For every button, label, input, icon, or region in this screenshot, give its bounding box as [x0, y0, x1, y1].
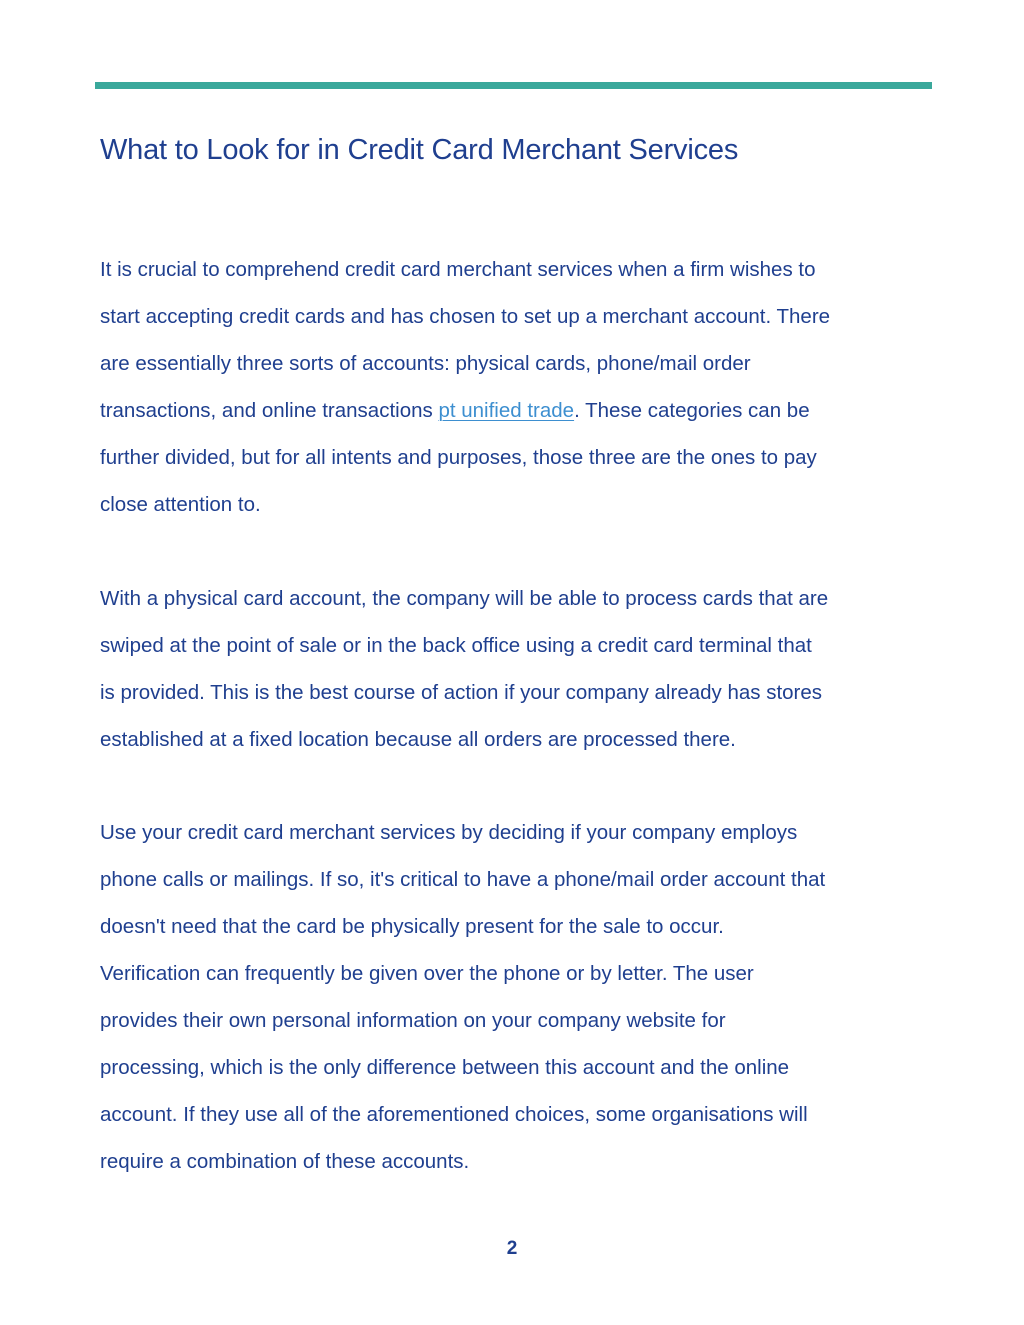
paragraph-2	[100, 575, 960, 763]
paragraph-line: Use your credit card merchant services by deciding if your company employs	[100, 821, 798, 844]
text-after-link: . These categories can be	[574, 399, 810, 422]
header-accent-rule	[95, 82, 932, 89]
paragraph-line: doesn't need that the card be physically present for the sale to occur.	[100, 915, 724, 938]
paragraph-line: phone calls or mailings. If so, it's critical to have a phone/mail order account that	[100, 868, 826, 891]
page-title: What to Look for in Credit Card Merchant Services	[100, 134, 739, 166]
pt-unified-trade-link[interactable]: pt unified trade	[438, 399, 575, 422]
paragraph-line: established at a fixed location because all orders are processed there.	[100, 728, 736, 751]
paragraph-line: further divided, but for all intents and purposes, those three are the ones to pay	[100, 446, 817, 469]
page-number: 2	[506, 1238, 518, 1259]
paragraph-line: processing, which is the only difference between this account and the online	[100, 1056, 790, 1079]
paragraph-line: With a physical card account, the company will be able to process cards that are	[100, 587, 829, 610]
paragraph-line: account. If they use all of the aforementioned choices, some organisations will	[100, 1103, 808, 1126]
paragraph-line: close attention to.	[100, 493, 261, 516]
paragraph-line-with-link	[100, 387, 960, 434]
text-before-link: transactions, and online transactions	[100, 399, 439, 422]
paragraph-1	[100, 246, 960, 528]
paragraph-line: are essentially three sorts of accounts: physical cards, phone/mail order	[100, 352, 751, 375]
paragraph-line: start accepting credit cards and has chosen to set up a merchant account. There	[100, 305, 831, 328]
paragraph-line: is provided. This is the best course of action if your company already has stores	[100, 681, 823, 704]
paragraph-line: Verification can frequently be given over the phone or by letter. The user	[100, 962, 754, 985]
paragraph-line: It is crucial to comprehend credit card merchant services when a firm wishes to	[100, 258, 816, 281]
paragraph-line: provides their own personal information on your company website for	[100, 1009, 726, 1032]
paragraph-line: require a combination of these accounts.	[100, 1150, 470, 1173]
paragraph-3	[100, 809, 960, 1185]
paragraph-line: swiped at the point of sale or in the back office using a credit card terminal that	[100, 634, 812, 657]
